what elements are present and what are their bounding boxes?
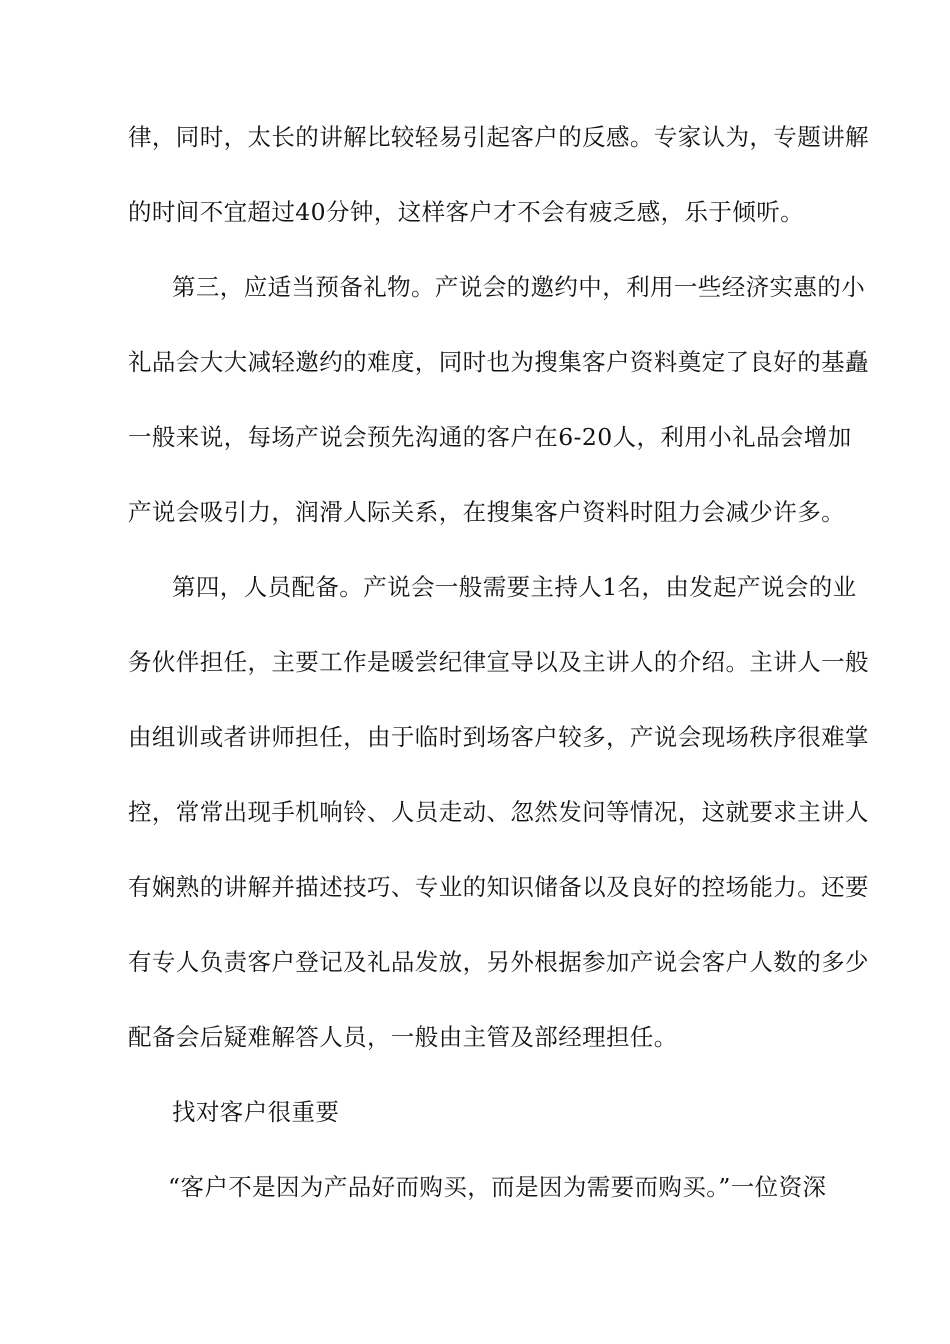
paragraph-line: “客户不是因为产品好而购买，而是因为需要而购买。”一位资深 [168,1173,827,1201]
paragraph-line: 第四，人员配备。产说会一般需要主持人1名，由发起产说会的业 [172,573,857,601]
paragraph-line: 的时间不宜超过40分钟，这样客户才不会有疲乏感，乐于倾听。 [128,198,805,226]
paragraph-line: 控，常常出现手机响铃、人员走动、忽然发问等情况，这就要求主讲人 [128,798,869,826]
paragraph-line: 礼品会大大减轻邀约的难度，同时也为搜集客户资料奠定了良好的基矗 [128,348,869,376]
paragraph-line: 务伙伴担任，主要工作是暖尝纪律宣导以及主讲人的介绍。主讲人一般 [128,648,869,676]
section-heading: 找对客户很重要 [172,1098,340,1126]
paragraph-line: 有专人负责客户登记及礼品发放，另外根据参加产说会客户人数的多少 [128,948,869,976]
paragraph-line: 配备会后疑难解答人员，一般由主管及部经理担任。 [128,1023,678,1051]
paragraph-line: 律，同时，太长的讲解比较轻易引起客户的反感。专家认为，专题讲解 [128,123,869,151]
paragraph-line: 由组训或者讲师担任，由于临时到场客户较多，产说会现场秩序很难掌 [128,723,869,751]
paragraph-line: 第三，应适当预备礼物。产说会的邀约中，利用一些经济实惠的小 [172,273,866,301]
paragraph-line: 一般来说，每场产说会预先沟通的客户在6-20人，利用小礼品会增加 [128,423,852,451]
paragraph-line: 有娴熟的讲解并描述技巧、专业的知识储备以及良好的控场能力。还要 [128,873,869,901]
paragraph-line: 产说会吸引力，润滑人际关系，在搜集客户资料时阻力会减少许多。 [128,498,845,526]
